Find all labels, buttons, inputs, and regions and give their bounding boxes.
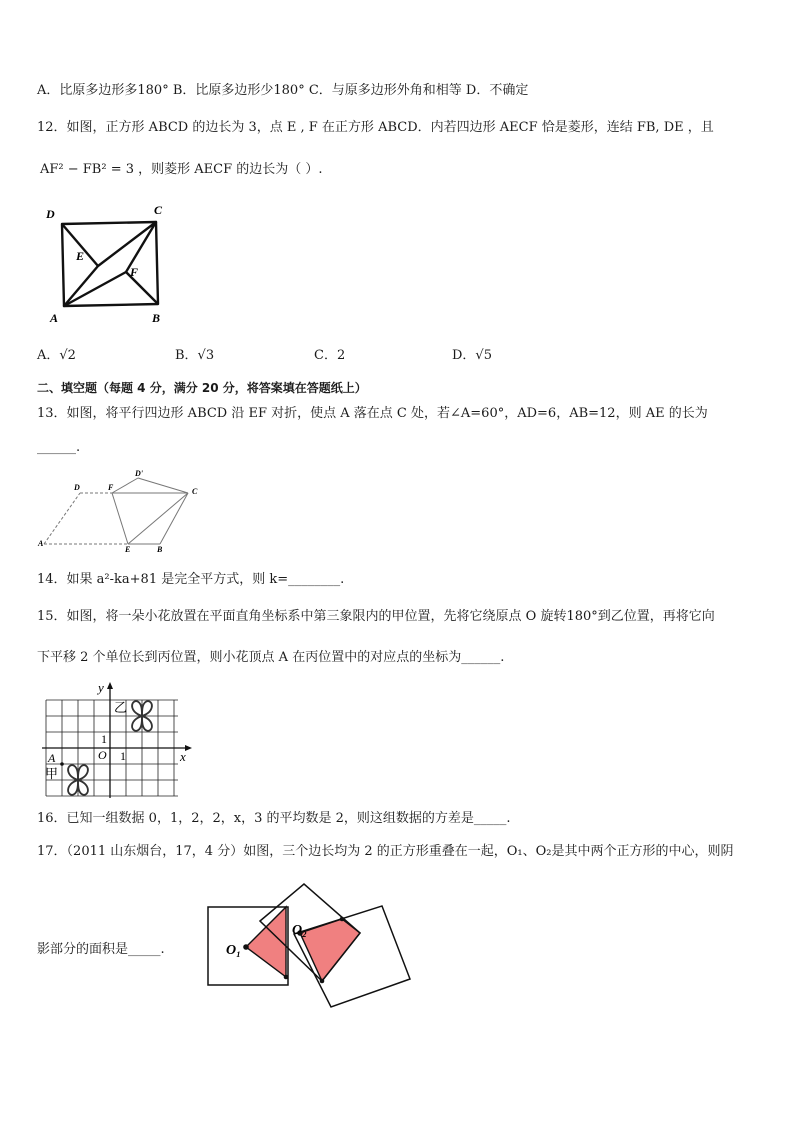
edge-ad-dashed (44, 493, 80, 544)
q12-option-c: C．2 (314, 348, 346, 363)
label-d-prime: D' (135, 469, 143, 478)
rhombus-aecf (64, 222, 156, 306)
shaded-region-1 (246, 907, 286, 977)
label-d: D (74, 483, 80, 492)
edge-bc (160, 493, 188, 544)
label-x: x (180, 749, 186, 764)
label-o2: O₂ (292, 923, 307, 938)
q12-stem-line1: 12．如图，正方形 ABCD 的边长为 3，点 E , F 在正方形 ABCD．内若四边形 AECF 恰是菱形，连结 FB, DE ，且 (37, 120, 714, 135)
label-one-y: 1 (101, 732, 107, 746)
q16-stem: 16．已知一组数据 0，1，2，2，x，3 的平均数是 2，则这组数据的方差是_____. (37, 811, 511, 826)
q12-option-a: A．√2 (37, 348, 76, 363)
label-f: F (130, 265, 139, 279)
q12-stem-line2: AF² − FB² = 3 ，则菱形 AECF 的边长为（ ）. (40, 162, 323, 177)
edge-fd-prime (112, 478, 138, 493)
label-e: E (125, 545, 131, 554)
label-c: C (192, 487, 198, 496)
label-one-x: 1 (120, 749, 126, 763)
q17-overlapping-squares-figure (200, 876, 420, 1018)
q13-answer-blank: ______. (37, 440, 81, 455)
label-b: B (157, 545, 163, 554)
label-y: y (98, 680, 104, 695)
fold-line-ef (112, 493, 128, 544)
q13-parallelogram-figure (36, 468, 216, 556)
label-f: F (108, 483, 114, 492)
label-e: E (76, 249, 85, 263)
q17-stem-line1: 17．（2011 山东烟台，17，4 分）如图，三个边长均为 2 的正方形重叠在一起，O₁、O₂是其中两个正方形的中心，则阴 (37, 844, 734, 859)
q12-square-figure (40, 200, 180, 325)
square-abcd (62, 222, 158, 306)
q14-stem: 14．如果 a²-ka+81 是完全平方式，则 k=________. (37, 572, 345, 587)
q12-option-d: D．√5 (452, 348, 492, 363)
label-yi: 乙 (114, 700, 128, 715)
q15-stem-line2: 下平移 2 个单位长到丙位置，则小花顶点 A 在丙位置中的对应点的坐标为______. (37, 650, 505, 665)
label-a: A (38, 539, 44, 548)
label-b: B (152, 311, 161, 325)
y-axis-arrow (107, 682, 113, 689)
q17-stem-line2: 影部分的面积是_____. (37, 942, 165, 957)
label-jia: 甲 (45, 766, 59, 781)
q15-coordinate-grid-figure (38, 680, 198, 802)
label-o1: O₁ (226, 943, 241, 958)
edge-ec (128, 493, 188, 544)
label-a: A (50, 311, 59, 325)
section-title-fill-in: 二、填空题（每题 4 分，满分 20 分，将答案填在答题纸上） (37, 381, 367, 395)
q12-option-b: B．√3 (175, 348, 215, 363)
label-c: C (154, 203, 163, 217)
x-axis-arrow (185, 745, 192, 751)
q13-stem-line1: 13．如图，将平行四边形 ABCD 沿 EF 对折，使点 A 落在点 C 处，若∠A=60°，AD=6，AB=12，则 AE 的长为 (37, 406, 708, 421)
edge-d-prime-c (138, 478, 188, 493)
label-a: A (48, 751, 56, 765)
label-d: D (46, 207, 55, 221)
q11-options: A．比原多边形多180° B．比原多边形少180° C．与原多边形外角和相等 D．不确定 (37, 83, 529, 98)
label-o: O (98, 748, 107, 762)
q15-stem-line1: 15．如图，将一朵小花放置在平面直角坐标系中第三象限内的甲位置，先将它绕原点 O 旋转180°到乙位置，再将它向 (37, 609, 715, 624)
center-o1 (243, 944, 249, 950)
point-a (60, 762, 64, 766)
